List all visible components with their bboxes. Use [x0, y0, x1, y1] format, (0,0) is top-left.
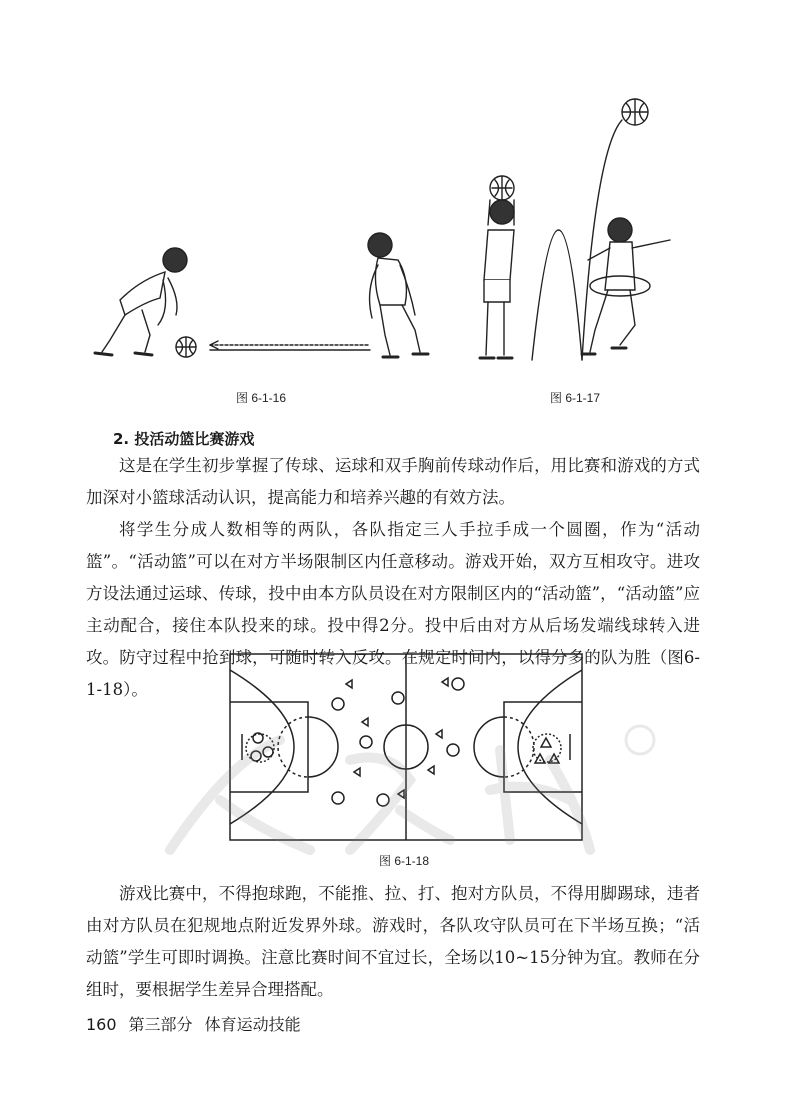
left-movable-basket: [246, 733, 274, 762]
page-footer: [86, 1012, 313, 1035]
paragraph-1: 这是在学生初步掌握了传球、运球和双手胸前传球动作后，用比赛和游戏的方式加深对小篮球活动认识，提高能力和培养兴趣的有效方法。: [86, 456, 700, 507]
player-left-illustration: [95, 248, 187, 355]
paragraph-2: 将学生分成人数相等的两队，各队指定三人手拉手成一个圆圈，作为“活动篮”。“活动篮”可以在对方半场限制区内任意移动。游戏开始，双方互相攻守。进攻方设法通过运球、传球，投中由本方队员设在对方限制区内的“活动篮”，“活动篮”应主动配合，接住本队投来的球。投中得2分。投中后由对方从后场发端线球转入进攻。防守过程中抢到球，可随时转入反攻。在规定时间内，以得分多的队为胜（图6-1-18）。: [86, 520, 700, 699]
part-title: 体育运动技能: [204, 1015, 301, 1034]
paragraph-3: 游戏比赛中，不得抱球跑，不能推、拉、打、抱对方队员，不得用脚踢球，违者由对方队员在犯规地点附近发界外球。游戏时，各队攻守队员可在下半场互换；“活动篮”学生可即时调换。注意比赛时间不宜过长，全场以10~15分钟为宜。教师在分组时，要根据学生差异合理搭配。: [86, 884, 700, 999]
team-circle-players: [332, 678, 464, 806]
player-right-illustration: [368, 233, 428, 357]
roll-direction-arrow: [210, 341, 370, 350]
right-movable-basket: [533, 734, 561, 763]
figure-6-1-17-caption: 图 6-1-17: [550, 391, 601, 405]
figure-6-1-16: [80, 220, 440, 370]
ball-arc-path: [532, 120, 622, 360]
part-label: 第三部分: [128, 1015, 193, 1034]
figure-6-1-18: [228, 652, 584, 842]
throwing-player-illustration: [480, 176, 514, 358]
figure-6-1-17: [470, 90, 700, 375]
figure-6-1-16-caption: 图 6-1-16: [236, 391, 287, 405]
right-key: [474, 670, 582, 824]
basketball-icon: [622, 99, 648, 125]
figure-6-1-18-caption: 图 6-1-18: [379, 854, 430, 868]
catching-player-illustration: [582, 218, 670, 354]
basketball-icon: [176, 337, 196, 357]
page-number: 160: [86, 1015, 117, 1034]
section-heading: 2. 投活动篮比赛游戏: [113, 430, 255, 448]
